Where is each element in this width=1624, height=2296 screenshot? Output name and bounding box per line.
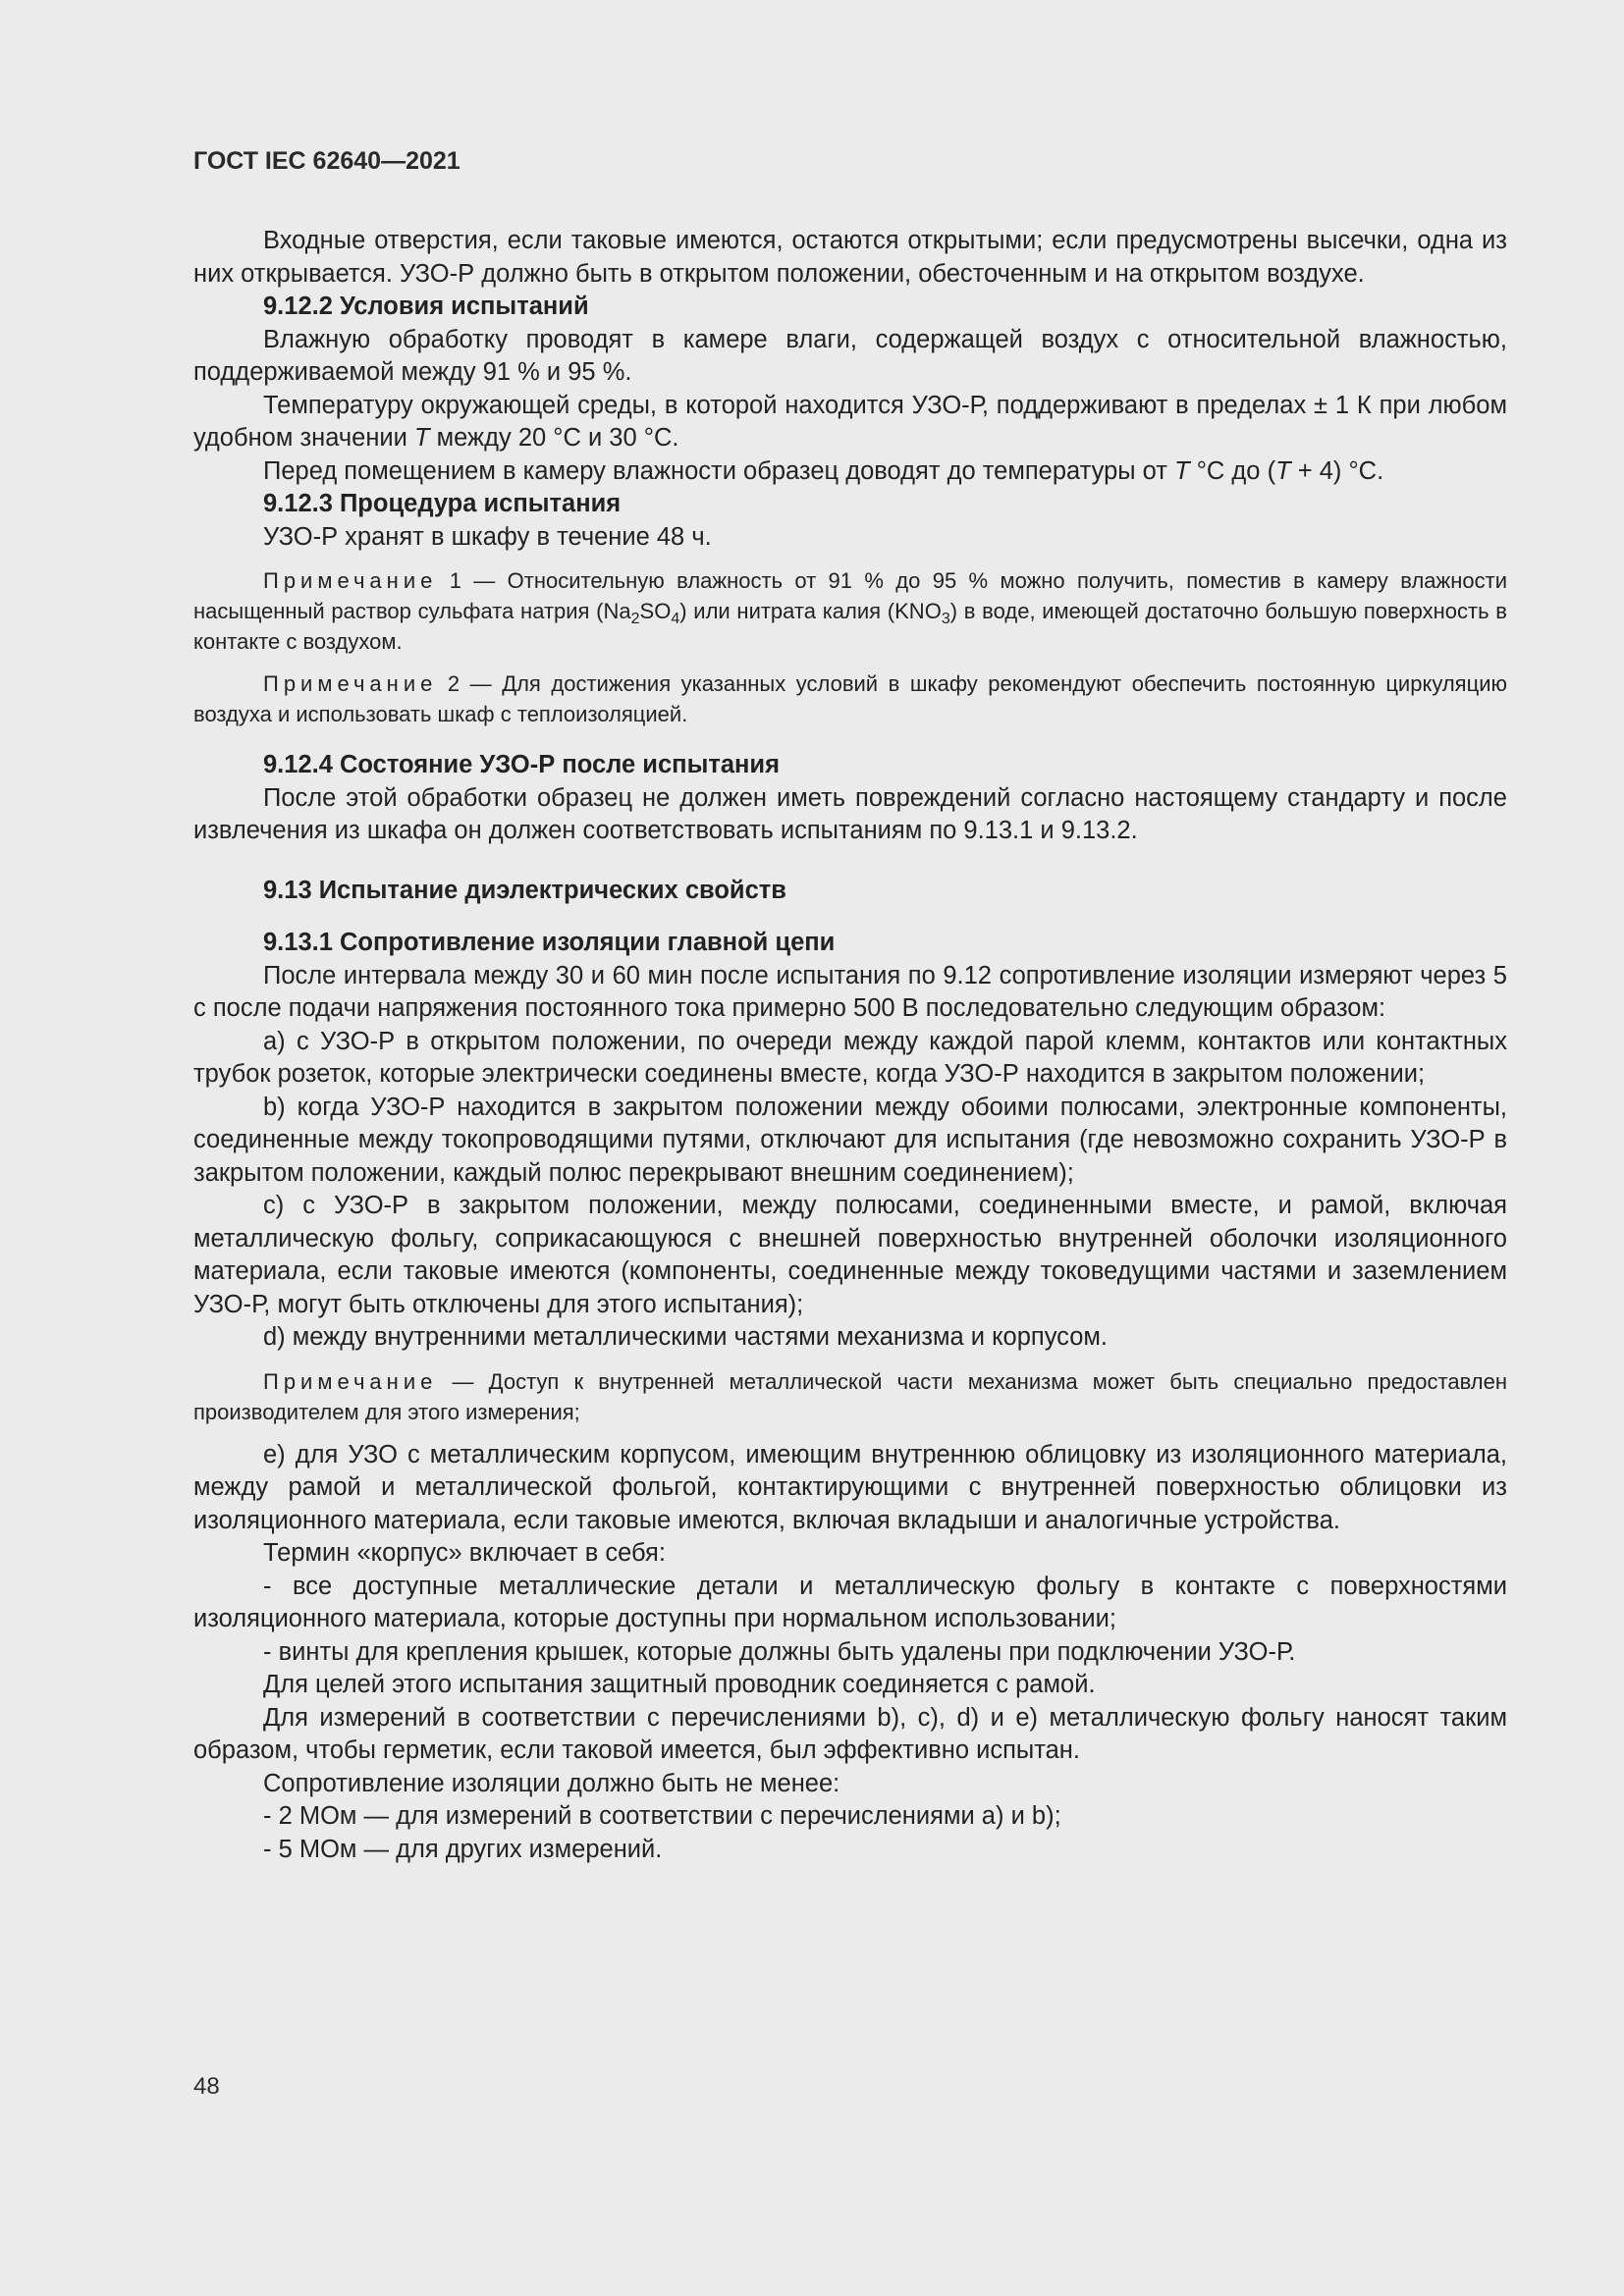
heading-9-12-3: 9.12.3 Процедура испытания <box>263 490 622 517</box>
list-item-b: b) когда УЗО-Р находится в закрытом положении между обоими полюсами, электронные компоненты, соединенные между токопроводящими путями, отключают для испытания (где невозможно сохранить УЗО-Р в закрытом положении, каждый полюс перекрывают внешним соединением); <box>193 1093 1507 1187</box>
paragraph-intro: Входные отверстия, если таковые имеются, остаются открытыми; если предусмотрены высечки, одна из них открывается. УЗО-Р должно быть в открытом положении, обесточенным и на открытом воздухе. <box>193 227 1507 288</box>
document-header: ГОСТ IEC 62640—2021 <box>193 147 460 175</box>
note-3: Примечание — Доступ к внутренней металлической части механизма может быть специально предоставлен производителем для этого измерения; <box>193 1368 1507 1424</box>
document-body <box>193 225 1507 1866</box>
paragraph-storage: УЗО-Р хранят в шкафу в течение 48 ч. <box>263 522 712 551</box>
paragraph-protective-conductor: Для целей этого испытания защитный проводник соединяется с рамой. <box>263 1671 1096 1698</box>
paragraph-after-test: После этой обработки образец не должен иметь повреждений согласно настоящему стандарту и после извлечения из шкафа он должен соответствовать испытаниям по 9.13.1 и 9.13.2. <box>193 783 1507 844</box>
dash-item-1: - все доступные металлические детали и металлическую фольгу в контакте с поверхностями изоляционного материала, которые доступны при нормальном использовании; <box>193 1572 1507 1632</box>
paragraph-humidity: Влажную обработку проводят в камере влаги, содержащей воздух с относительной влажностью, поддерживаемой между 91 % и 95 %. <box>193 325 1507 386</box>
dash-item-2: - винты для крепления крышек, которые должны быть удалены при подключении УЗО-Р. <box>263 1637 1296 1666</box>
paragraph-preconditioning: Перед помещением в камеру влажности образец доводят до температуры от T °С до (T + 4) °С. <box>263 456 1384 485</box>
note-label: Примечание <box>263 1368 438 1394</box>
paragraph-foil: Для измерений в соответствии с перечислениями b), c), d) и е) металлическую фольгу наносят таким образом, чтобы герметик, если таковой имеется, был эффективно испытан. <box>193 1703 1507 1764</box>
paragraph-interval: После интервала между 30 и 60 мин после испытания по 9.12 сопротивление изоляции измеряют через 5 с после подачи напряжения постоянного тока примерно 500 В последовательно следующим образом: <box>193 961 1507 1022</box>
paragraph-resistance: Сопротивление изоляции должно быть не менее: <box>263 1769 840 1797</box>
list-item-c: c) с УЗО-Р в закрытом положении, между полюсами, соединенными вместе, и рамой, включая металлическую фольгу, соприкасающуюся с внешней поверхностью внутренней оболочки изоляционного материала, если таковые имеются (компоненты, соединенные между токоведущими частями и заземлением УЗО-Р, могут быть отключены для этого испытания); <box>193 1192 1507 1318</box>
paragraph-temperature: Температуру окружающей среды, в которой находится УЗО-Р, поддерживают в пределах ± 1 К при любом удобном значении T между 20 °С и 30 °С. <box>193 391 1507 452</box>
heading-9-13: 9.13 Испытание диэлектрических свойств <box>263 876 786 904</box>
note-label: Примечание <box>263 568 438 593</box>
list-item-e: е) для УЗО с металлическим корпусом, имеющим внутреннюю облицовку из изоляционного материала, между рамой и металлической фольгой, контактирующими с внутренней поверхностью облицовки из изоляционного материала, если таковые имеются, включая вкладыши и аналогичные устройства. <box>193 1440 1507 1534</box>
note-label: Примечание <box>263 671 438 696</box>
paragraph-term: Термин «корпус» включает в себя: <box>263 1539 666 1567</box>
heading-9-12-2: 9.12.2 Условия испытаний <box>263 293 589 320</box>
heading-9-13-1: 9.13.1 Сопротивление изоляции главной цепи <box>263 929 836 956</box>
note-2: Примечание 2 — Для достижения указанных условий в шкафу рекомендуют обеспечить постоянную циркуляцию воздуха и использовать шкаф с теплоизоляцией. <box>193 671 1507 726</box>
dash-item-3: - 2 МОм — для измерений в соответствии с перечислениями а) и b); <box>263 1802 1061 1830</box>
list-item-d: d) между внутренними металлическими частями механизма и корпусом. <box>263 1323 1108 1351</box>
page-number: 48 <box>193 2073 220 2100</box>
list-item-a: а) с УЗО-Р в открытом положении, по очереди между каждой парой клемм, контактов или контактных трубок розеток, которые электрически соединены вместе, когда УЗО-Р находится в закрытом положении; <box>193 1027 1507 1088</box>
heading-9-12-4: 9.12.4 Состояние УЗО-Р после испытания <box>263 751 780 778</box>
note-1: Примечание 1 — Относительную влажность от 91 % до 95 % можно получить, поместив в камеру влажности насыщенный раствор сульфата натрия $(Na_2SO_4)$ или нитрата калия $(KNO_3)$ в воде, имеющей достаточно большую поверхность в контакте с воздухом. <box>193 568 1507 654</box>
dash-item-4: - 5 МОм — для других измерений. <box>263 1835 663 1863</box>
